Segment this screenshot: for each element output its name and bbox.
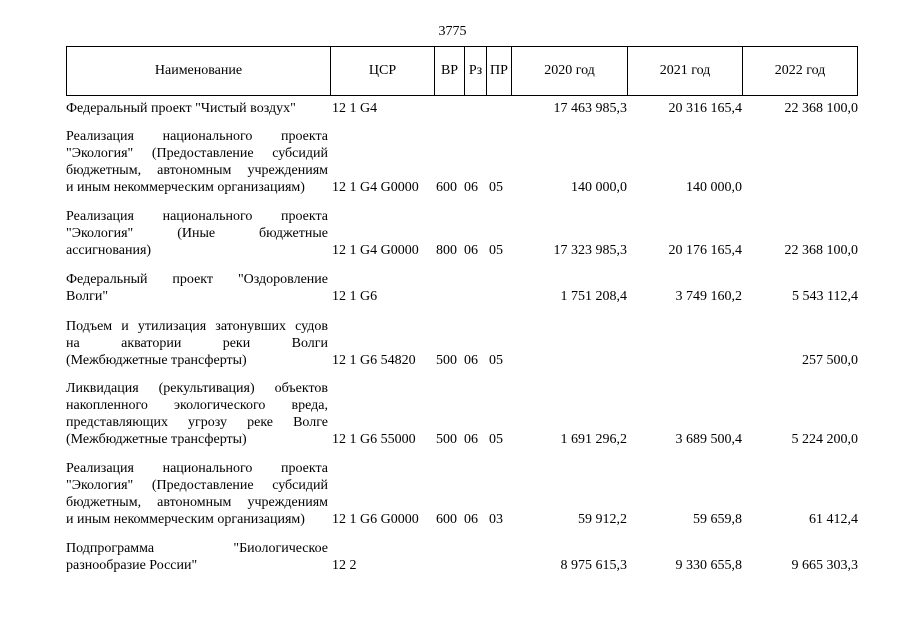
row-name-line: (Межбюджетные трансферты) [66,432,247,447]
row-pr: 05 [489,432,503,447]
row-name-line: и иным некоммерческим организациям) [66,512,305,527]
row-vr: 500 [436,432,457,447]
row-name-line: "Экология" (Предоставление субсидий [66,146,328,161]
row-value-2022: 22 368 100,0 [784,101,858,116]
row-value-2021: 9 330 655,8 [675,558,742,573]
row-name [66,128,328,196]
row-rz: 06 [464,353,478,368]
row-name-line: Подпрограмма "Биологическое [66,541,328,556]
row-name-line: "Экология" (Предоставление субсидий [66,478,328,493]
table-row [66,380,858,448]
table-row [66,271,858,305]
row-rz: 06 [464,243,478,258]
row-csr: 12 2 [332,558,357,573]
row-csr: 12 1 G4 [332,101,378,116]
row-value-2022: 257 500,0 [802,353,858,368]
row-name-line: ассигнования) [66,243,152,258]
row-csr: 12 1 G6 54820 [332,353,416,368]
row-value-2022: 9 665 303,3 [791,558,858,573]
row-value-2022: 61 412,4 [809,512,858,527]
column-header-pr: ПР [487,47,512,95]
row-pr: 05 [489,243,503,258]
row-value-2020: 8 975 615,3 [560,558,627,573]
row-value-2022: 5 224 200,0 [791,432,858,447]
row-name-line: Ликвидация (рекультивация) объектов [66,381,328,396]
table-row [66,100,858,117]
row-pr: 05 [489,353,503,368]
row-csr: 12 1 G6 55000 [332,432,416,447]
row-name [66,100,328,117]
row-name [66,380,328,448]
column-header-2021: 2021 год [628,47,743,95]
row-name-line: Федеральный проект "Оздоровление [66,272,328,287]
row-name-line: Реализация национального проекта [66,129,328,144]
column-header-csr: ЦСР [331,47,435,95]
row-value-2020: 140 000,0 [571,180,627,195]
table-row [66,128,858,196]
table-row [66,460,858,528]
column-header-2020: 2020 год [512,47,628,95]
row-name-line: бюджетным, автономным учреждениям [66,163,328,178]
row-value-2020: 17 463 985,3 [553,101,627,116]
row-value-2021: 20 316 165,4 [668,101,742,116]
row-name-line: на акватории реки Волги [66,336,328,351]
row-rz: 06 [464,432,478,447]
row-name-line: представляющих угрозу реке Волге [66,415,328,430]
row-name [66,208,328,259]
page-number: 3775 [438,24,467,39]
column-header-name: Наименование [67,47,331,95]
row-name-line: разнообразие России" [66,558,198,573]
row-value-2021: 59 659,8 [693,512,742,527]
table-row [66,318,858,369]
row-name-line: Подъем и утилизация затонувших судов [66,319,328,334]
row-value-2021: 3 749 160,2 [675,289,742,304]
table-row [66,540,858,574]
row-value-2022: 22 368 100,0 [784,243,858,258]
row-name-line: бюджетным, автономным учреждениям [66,495,328,510]
row-pr: 05 [489,180,503,195]
row-csr: 12 1 G6 [332,289,378,304]
row-rz: 06 [464,180,478,195]
row-value-2020: 1 691 296,2 [560,432,627,447]
row-name [66,460,328,528]
row-name [66,540,328,574]
row-csr: 12 1 G4 G0000 [332,180,419,195]
row-name-line: накопленного экологического вреда, [66,398,328,413]
table-header [66,46,858,96]
row-value-2021: 3 689 500,4 [675,432,742,447]
row-vr: 600 [436,180,457,195]
row-vr: 500 [436,353,457,368]
row-name-line: и иным некоммерческим организациям) [66,180,305,195]
column-header-vr: ВР [435,47,465,95]
column-header-2022: 2022 год [774,63,826,78]
row-name-line: Реализация национального проекта [66,209,328,224]
row-name-line: Реализация национального проекта [66,461,328,476]
row-name [66,271,328,305]
row-pr: 03 [489,512,503,527]
column-header-rz: Рз [465,47,487,95]
row-name [66,318,328,369]
row-name-line: Волги" [66,289,109,304]
row-value-2020: 59 912,2 [578,512,627,527]
row-csr: 12 1 G6 G0000 [332,512,419,527]
row-value-2020: 17 323 985,3 [553,243,627,258]
table-row [66,208,858,259]
row-value-2021: 140 000,0 [686,180,742,195]
row-vr: 600 [436,512,457,527]
row-name-line: Федеральный проект "Чистый воздух" [66,101,296,116]
row-value-2022: 5 543 112,4 [792,289,858,304]
row-name-line: (Межбюджетные трансферты) [66,353,247,368]
row-value-2020: 1 751 208,4 [560,289,627,304]
row-vr: 800 [436,243,457,258]
row-csr: 12 1 G4 G0000 [332,243,419,258]
row-rz: 06 [464,512,478,527]
row-name-line: "Экология" (Иные бюджетные [66,226,328,241]
row-value-2021: 20 176 165,4 [668,243,742,258]
